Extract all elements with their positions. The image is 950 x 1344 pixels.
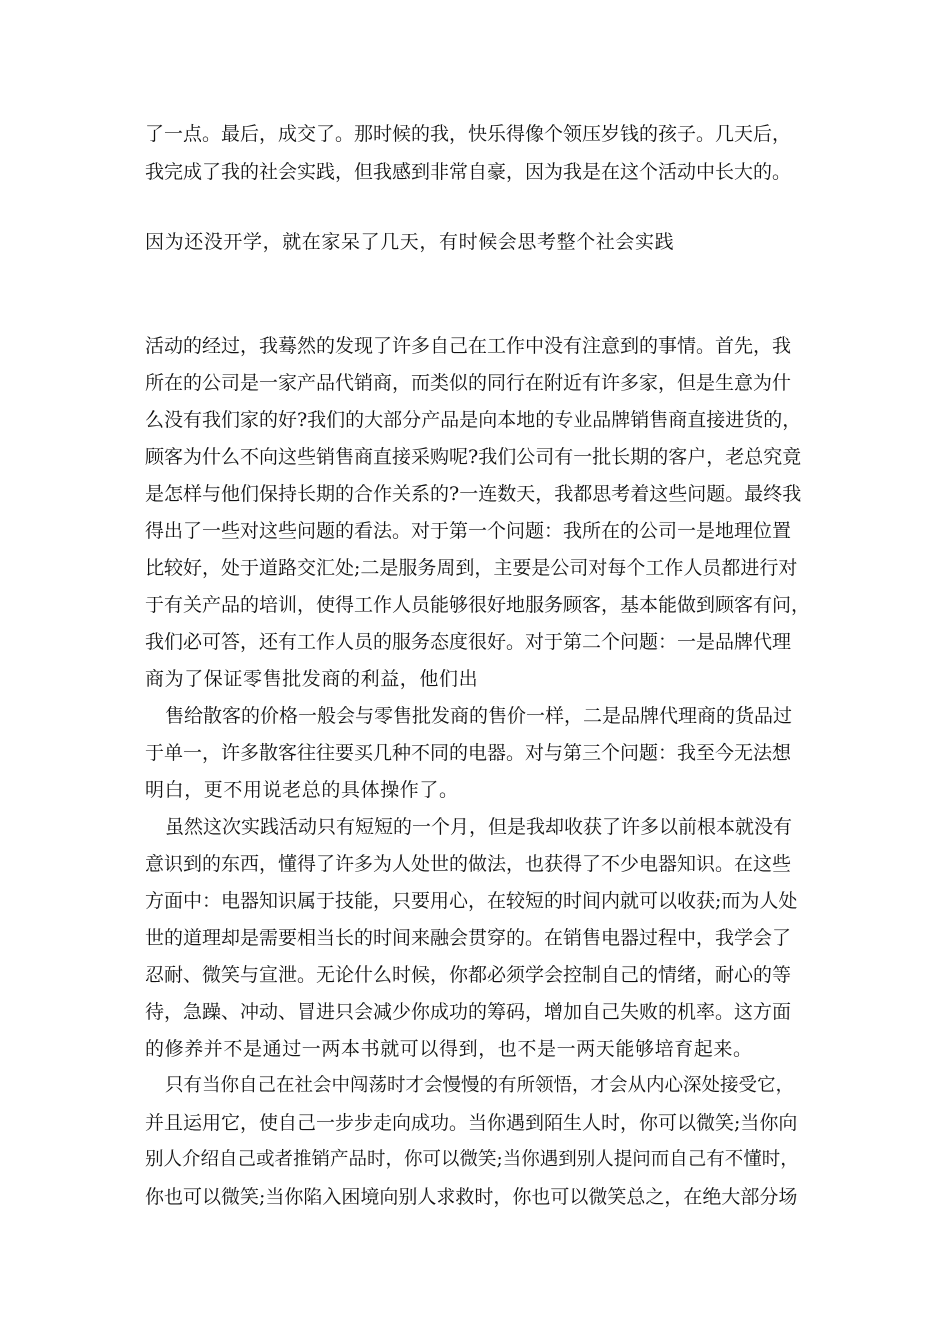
text-line: 我们必可答，还有工作人员的服务态度很好。对于第二个问题：一是品牌代理 [145,631,792,653]
text-line: 只有当你自己在社会中闯荡时才会慢慢的有所领悟，才会从内心深处接受它， [165,1075,795,1096]
text-line: 所在的公司是一家产品代销商，而类似的同行在附近有许多家，但是生意为什 [145,372,792,394]
text-line: 明白，更不用说老总的具体操作了。 [145,779,459,801]
text-line: 意识到的东西，懂得了许多为人处世的做法，也获得了不少电器知识。在这些 [145,853,792,875]
text-line: 忍耐、微笑与宣泄。无论什么时候，你都必须学会控制自己的情绪，耐心的等 [145,964,792,986]
text-line: 的修养并不是通过一两本书就可以得到，也不是一两天能够培育起来。 [145,1038,753,1060]
text-line: 因为还没开学，就在家呆了几天，有时候会思考整个社会实践 [145,231,675,253]
text-line: 方面中：电器知识属于技能，只要用心，在较短的时间内就可以收获;而为人处 [145,890,798,912]
text-line: 售给散客的价格一般会与零售批发商的售价一样，二是品牌代理商的货品过 [165,705,793,727]
text-line: 世的道理却是需要相当长的时间来融会贯穿的。在销售电器过程中，我学会了 [145,927,792,949]
text-line: 别人介绍自己或者推销产品时，你可以微笑;当你遇到别人提问而自己有不懂时， [145,1149,799,1170]
text-line: 顾客为什么不向这些销售商直接采购呢?我们公司有一批长期的客户，老总究竟 [145,446,802,468]
text-line: 我完成了我的社会实践，但我感到非常自豪，因为我是在这个活动中长大的。 [145,161,792,183]
text-line: 并且运用它，使自己一步步走向成功。当你遇到陌生人时，你可以微笑;当你向 [145,1112,798,1134]
text-line: 你也可以微笑;当你陷入困境向别人求救时，你也可以微笑总之，在绝大部分场 [145,1186,798,1208]
text-line: 是怎样与他们保持长期的合作关系的?一连数天，我都思考着这些问题。最终我 [145,483,802,505]
text-line: 比较好，处于道路交汇处;二是服务周到，主要是公司对每个工作人员都进行对 [145,557,798,579]
text-line: 待，急躁、冲动、冒进只会减少你成功的筹码，增加自己失败的机率。这方面 [145,1001,792,1023]
text-line: 么没有我们家的好?我们的大部分产品是向本地的专业品牌销售商直接进货的， [145,409,802,431]
text-line: 了一点。最后，成交了。那时候的我，快乐得像个领压岁钱的孩子。几天后， [145,123,792,145]
text-line: 商为了保证零售批发商的利益，他们出 [145,668,479,690]
text-line: 虽然这次实践活动只有短短的一个月，但是我却收获了许多以前根本就没有 [165,816,793,838]
text-line: 活动的经过，我蓦然的发现了许多自己在工作中没有注意到的事情。首先，我 [145,335,792,357]
text-line: 于单一，许多散客往往要买几种不同的电器。对与第三个问题：我至今无法想 [145,742,792,764]
text-line: 得出了一些对这些问题的看法。对于第一个问题：我所在的公司一是地理位置 [145,520,792,542]
text-line: 于有关产品的培训，使得工作人员能够很好地服务顾客，基本能做到顾客有问， [145,594,811,616]
